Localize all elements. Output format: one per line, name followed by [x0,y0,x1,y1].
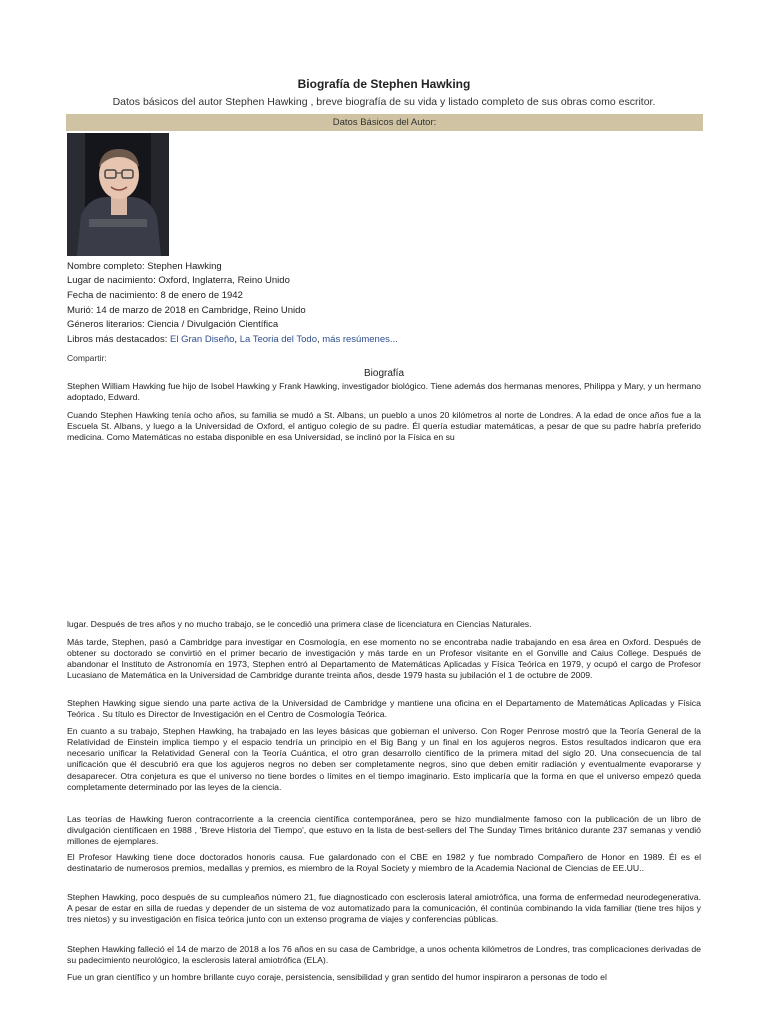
book-link-el-gran-diseno[interactable]: El Gran Diseño [169,334,235,345]
info-full-name: Nombre completo: Stephen Hawking [67,261,222,272]
info-featured-books [67,333,398,346]
bio-paragraph: Stephen William Hawking fue hijo de Isobel Hawking y Frank Hawking, investigador biológico. Tiene además dos hermanas menores, Philippa y Mary, y un hermano adoptado, Edward. [67,380,701,402]
page-title: Biografía de Stephen Hawking [297,77,471,91]
bio-paragraph: Más tarde, Stephen, pasó a Cambridge para investigar en Cosmología, en ese momento no se encontraba nadie trabajando en esa área en Oxford. Después de obtener su doctorado se convirtió en el primer becario de investigación y más tarde en un Profesor visitante en el Gonville and Caius College. Después de abandonar el Instituto de Astronomía en 1973, Stephen entró al Departamento de Matemáticas Aplicadas y Física Teórica en 1979, y ocupó el cargo de Profesor Lucasiano de Matemática en la Universidad de Cambridge durante treinta años, desde 1979 hasta su jubilación el 1 de octubre de 2009. [67,636,701,681]
page-subtitle: Datos básicos del autor Stephen Hawking , breve biografía de su vida y listado completo de sus obras como escritor. [112,96,656,108]
author-photo [67,133,169,256]
bio-paragraph: Las teorías de Hawking fueron contracorriente a la creencia científica contemporánea, pero se hizo mundialmente famoso con la publicación de un libro de divulgación científicaen en 1988 , 'Breve Historia del Tiempo', que estuvo en la lista de best-sellers del The Sunday Times británico durante 237 semanas y vendió millones de ejemplares. [67,813,701,847]
bio-paragraph: Cuando Stephen Hawking tenía ocho años, su familia se mudó a St. Albans, un pueblo a unos 20 kilómetros al norte de Londres. A la edad de once años fue a la Escuela St. Albans, y luego a la Universidad de Oxford, el antiguo colegio de su padre. Él quería estudiar matemáticas, a pesar de que su padre habría preferido medicina. Como Matemáticas no estaba disponible en esa Universidad, se inclinó por la Física en su [67,409,701,443]
bio-paragraph: Stephen Hawking, poco después de su cumpleaños número 21, fue diagnosticado con esclerosis lateral amiotrófica, una forma de enfermedad neurodegenerativa. A pesar de estar en silla de ruedas y depender de un sistema de voz automatizado para la comunicación, él continúa combinando la vida familiar (tiene tres hijos y tres nietos) y su investigación en física teórica junto con un extenso programa de viajes y conferencias públicas. [67,891,701,925]
info-genres: Géneros literarios: Ciencia / Divulgación Científica [67,319,279,330]
bio-paragraph: El Profesor Hawking tiene doce doctorados honoris causa. Fue galardonado con el CBE en 1982 y fue nombrado Compañero de Honor en 1989. Él es el destinatario de numerosos premios, medallas y premios, es miembro de la Royal Society y miembro de la Academia Nacional de Ciencias de EE.UU.. [67,851,701,873]
featured-books-label: Libros más destacados: [67,334,168,345]
info-birthdate: Fecha de nacimiento: 8 de enero de 1942 [67,290,243,301]
info-death: Murió: 14 de marzo de 2018 en Cambridge, Reino Unido [67,305,306,316]
link-separator: , [234,334,240,345]
more-summaries-link[interactable]: más resúmenes... [322,334,398,345]
info-birthplace: Lugar de nacimiento: Oxford, Inglaterra, Reino Unido [67,275,290,286]
biography-heading: Biografía [363,368,405,379]
section-band: Datos Básicos del Autor: [66,114,703,131]
book-link-la-teoria-del-todo[interactable]: La Teoria del Todo [239,334,317,345]
bio-paragraph: Stephen Hawking sigue siendo una parte activa de la Universidad de Cambridge y mantiene una oficina en el Departamento de Matemáticas Aplicadas y Física Teórica . Su título es Director de Investigación en el Centro de Cosmología Teórica. [67,697,701,719]
share-label: Compartir: [67,353,107,363]
bio-paragraph: Stephen Hawking falleció el 14 de marzo de 2018 a los 76 años en su casa de Cambridge, a unos ochenta kilómetros de Londres, tras complicaciones derivadas de su padecimiento neurológico, la esclerosis lateral amiotrófica (ELA). [67,943,701,965]
bio-paragraph: En cuanto a su trabajo, Stephen Hawking, ha trabajado en las leyes básicas que gobiernan el universo. Con Roger Penrose mostró que la Teoría General de la Relatividad de Einstein implica tiempo y el espacio tendría un principio en el Big Bang y un final en los agujeros negros. Estos resultados indicaron que era necesario unificar la Relatividad General con la Teoría Cuántica, el otro gran desarrollo científico de la primera mitad del siglo 20. Una consecuencia de tal unificación que él descubrió era que los agujeros negros no deben ser completamente negros, sino que deben emitir radiación y eventualmente evaporarse y desaparecer. Otra conjetura es que el universo no tiene bordes o límites en el tiempo imaginario. Esto implicaría que la forma en que el universo empezó queda completamente determinado por las leyes de la ciencia. [67,725,701,792]
link-separator: , [316,334,323,345]
author-portrait-image [67,133,169,256]
bio-paragraph: Fue un gran científico y un hombre brillante cuyo coraje, persistencia, sensibilidad y gran sentido del humor inspiraron a personas de todo el [67,971,607,982]
bio-paragraph: lugar. Después de tres años y no mucho trabajo, se le concedió una primera clase de licenciatura en Ciencias Naturales. [67,618,532,629]
